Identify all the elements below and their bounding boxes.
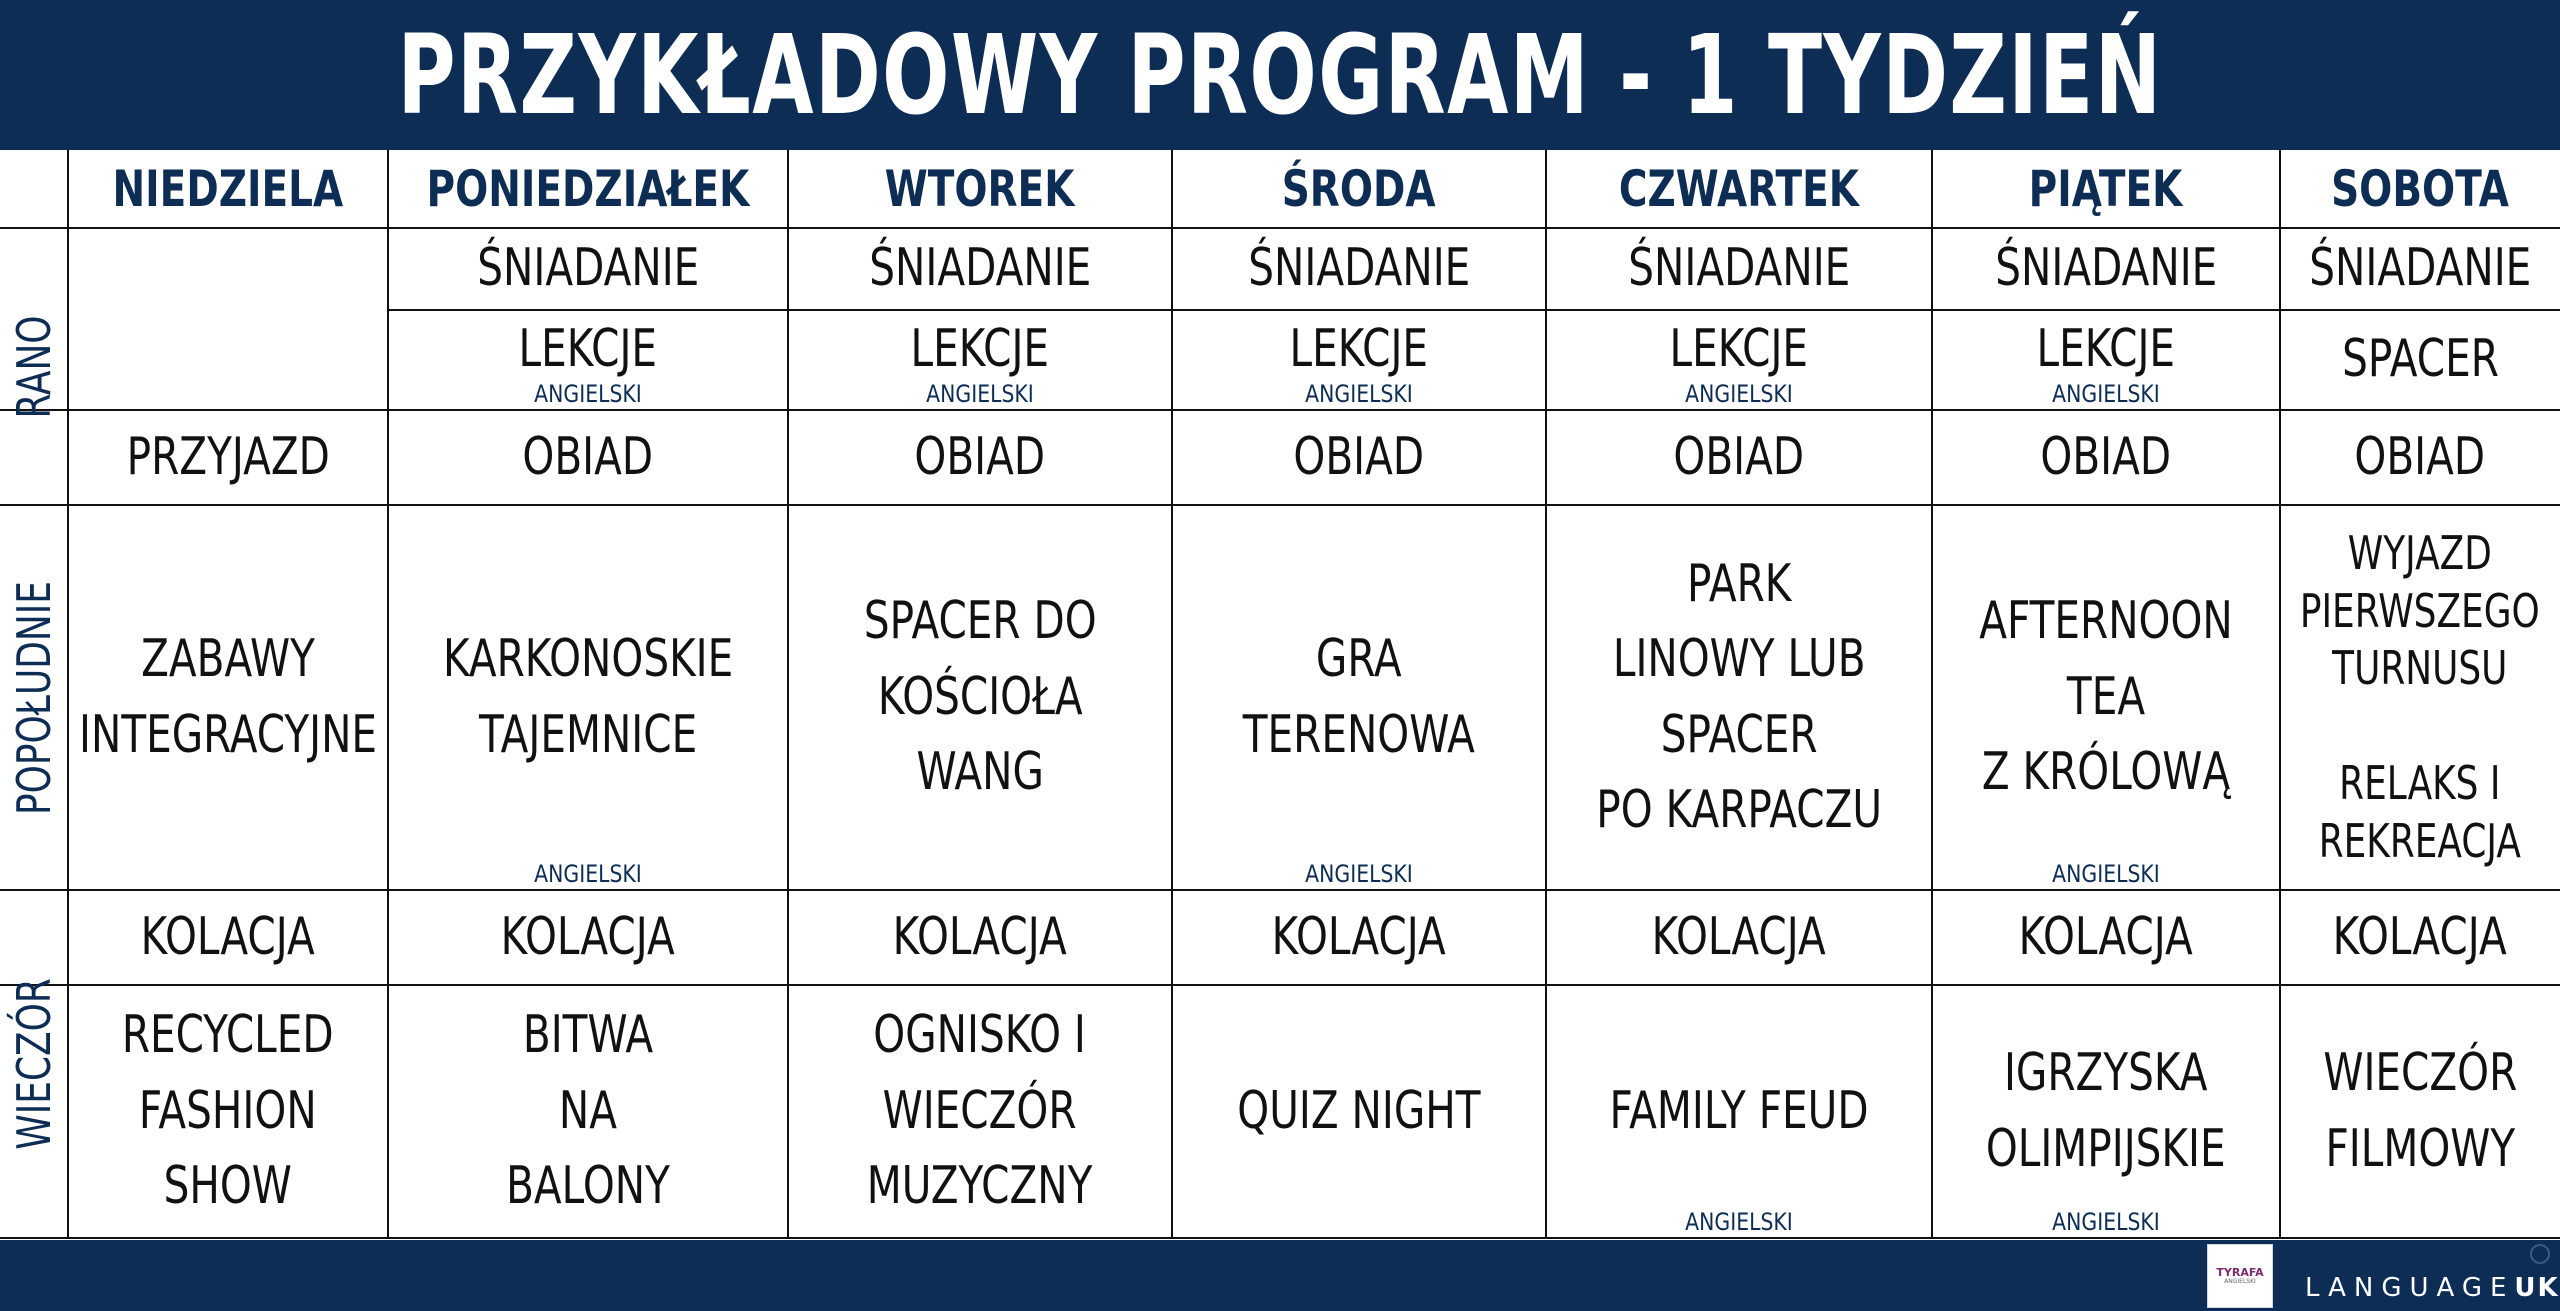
afternoon-cell <box>788 505 1172 890</box>
breakfast-text: ŚNIADANIE <box>1994 238 2217 299</box>
lunch-cell <box>388 410 788 505</box>
day-header-1 <box>68 150 388 228</box>
language-uk-logo-uk: UK <box>2514 1273 2560 1303</box>
day-header-label: WTOREK <box>885 160 1075 218</box>
afternoon-text: ZABAWY INTEGRACYJNE <box>78 629 378 765</box>
lunch-cell <box>2280 410 2560 505</box>
day-header-7 <box>2280 150 2560 228</box>
breakfast-cell <box>1546 228 1932 310</box>
lessons-cell <box>1172 310 1546 410</box>
lessons-text: LEKCJE <box>1669 319 1809 379</box>
dinner-cell <box>1546 890 1932 985</box>
breakfast-cell <box>2280 228 2560 310</box>
afternoon-cell <box>1172 505 1546 890</box>
dinner-text: KOLACJA <box>1271 906 1447 967</box>
lessons-text: LEKCJE <box>2036 319 2176 379</box>
lunch-text: OBIAD <box>1673 426 1805 487</box>
lessons-cell <box>1932 310 2280 410</box>
evening-cell <box>788 985 1172 1238</box>
dinner-cell <box>2280 890 2560 985</box>
period-label-2: POPOŁUDNIE <box>7 580 61 815</box>
evening-cell <box>68 985 388 1238</box>
afternoon-text: AFTERNOON TEA Z KRÓLOWĄ <box>1979 591 2233 803</box>
breakfast-text: ŚNIADANIE <box>1627 238 1850 299</box>
lunch-text: OBIAD <box>2354 426 2486 487</box>
english-tag: ANGIELSKI <box>1685 1208 1793 1236</box>
afternoon-cell <box>388 505 788 890</box>
evening-cell <box>1932 985 2280 1238</box>
dinner-cell <box>1932 890 2280 985</box>
day-header-label: NIEDZIELA <box>112 160 344 218</box>
afternoon-cell <box>68 505 388 890</box>
lunch-text: OBIAD <box>522 426 654 487</box>
lunch-cell <box>1932 410 2280 505</box>
english-tag: ANGIELSKI <box>534 380 642 408</box>
lunch-cell <box>1546 410 1932 505</box>
dinner-cell <box>1172 890 1546 985</box>
evening-text: BITWA NA BALONY <box>506 1005 670 1217</box>
breakfast-cell <box>788 228 1172 310</box>
lunch-text: PRZYJAZD <box>126 426 330 487</box>
dinner-cell <box>68 890 388 985</box>
afternoon-text: SPACER DO KOŚCIOŁA WANG <box>863 591 1097 803</box>
day-header-label: ŚRODA <box>1282 160 1436 218</box>
dinner-text: KOLACJA <box>2332 906 2508 967</box>
period-label-1: RANO <box>7 314 61 419</box>
lessons-text: SPACER <box>2341 329 2499 390</box>
breakfast-text: ŚNIADANIE <box>476 238 699 299</box>
afternoon-cell <box>1546 505 1932 890</box>
lessons-cell <box>388 310 788 410</box>
lessons-cell <box>1546 310 1932 410</box>
lunch-cell <box>788 410 1172 505</box>
afternoon-text: PARK LINOWY LUB SPACER PO KARPACZU <box>1596 553 1882 840</box>
dinner-text: KOLACJA <box>2018 906 2194 967</box>
period-label-3: WIECZÓR <box>7 978 61 1150</box>
afternoon-cell <box>1932 505 2280 890</box>
language-uk-logo-text: LANGUAGE <box>2305 1273 2515 1303</box>
afternoon-cell <box>2280 505 2560 890</box>
tyrafa-logo-subtext: ANGIELSKI <box>2224 1277 2256 1285</box>
lunch-text: OBIAD <box>914 426 1046 487</box>
day-header-3 <box>788 150 1172 228</box>
breakfast-text: ŚNIADANIE <box>2309 238 2532 299</box>
evening-text: OGNISKO I WIECZÓR MUZYCZNY <box>867 1005 1093 1217</box>
evening-text: IGRZYSKA OLIMPIJSKIE <box>1986 1043 2226 1179</box>
evening-cell <box>388 985 788 1238</box>
lessons-cell <box>2280 310 2560 410</box>
breakfast-text: ŚNIADANIE <box>868 238 1091 299</box>
lunch-text: OBIAD <box>1293 426 1425 487</box>
day-header-label: PONIEDZIAŁEK <box>426 160 750 218</box>
english-tag: ANGIELSKI <box>534 860 642 888</box>
lessons-cell <box>788 310 1172 410</box>
dinner-text: KOLACJA <box>500 906 676 967</box>
english-tag: ANGIELSKI <box>926 380 1034 408</box>
language-uk-logo <box>2305 1268 2560 1308</box>
day-header-2 <box>388 150 788 228</box>
lunch-cell <box>68 410 388 505</box>
afternoon-text: KARKONOSKIE TAJEMNICE <box>442 629 734 765</box>
breakfast-text: ŚNIADANIE <box>1247 238 1470 299</box>
evening-text: WIECZÓR FILMOWY <box>2323 1043 2517 1179</box>
lessons-text: LEKCJE <box>1289 319 1429 379</box>
english-tag: ANGIELSKI <box>2052 380 2160 408</box>
evening-text: FAMILY FEUD <box>1609 1080 1869 1141</box>
page-title: PRZYKŁADOWY PROGRAM - 1 TYDZIEŃ <box>397 11 2163 139</box>
english-tag: ANGIELSKI <box>1685 380 1793 408</box>
evening-cell <box>2280 985 2560 1238</box>
english-tag: ANGIELSKI <box>2052 1208 2160 1236</box>
tyrafa-logo-text: TYRAFA <box>2216 1265 2264 1279</box>
footer-bar <box>0 1240 2560 1311</box>
evening-cell <box>1546 985 1932 1238</box>
english-tag: ANGIELSKI <box>1305 380 1413 408</box>
breakfast-cell <box>388 228 788 310</box>
evening-cell <box>1172 985 1546 1238</box>
day-header-label: CZWARTEK <box>1618 160 1860 218</box>
day-header-6 <box>1932 150 2280 228</box>
dinner-cell <box>788 890 1172 985</box>
dinner-text: KOLACJA <box>1651 906 1827 967</box>
lessons-text: LEKCJE <box>518 319 658 379</box>
afternoon-text: GRA TERENOWA <box>1242 629 1476 765</box>
day-header-label: SOBOTA <box>2331 160 2509 218</box>
evening-text: RECYCLED FASHION SHOW <box>122 1005 334 1217</box>
breakfast-cell <box>1932 228 2280 310</box>
afternoon-text: WYJAZD PIERWSZEGO TURNUSU RELAKS I REKREACJA <box>2300 526 2540 868</box>
breakfast-cell <box>1172 228 1546 310</box>
corner-circle-icon <box>2530 1244 2550 1264</box>
lessons-text: LEKCJE <box>910 319 1050 379</box>
dinner-text: KOLACJA <box>892 906 1068 967</box>
english-tag: ANGIELSKI <box>2052 860 2160 888</box>
day-header-5 <box>1546 150 1932 228</box>
lunch-cell <box>1172 410 1546 505</box>
tyrafa-logo <box>2207 1244 2273 1308</box>
day-header-label: PIĄTEK <box>2029 160 2183 218</box>
dinner-cell <box>388 890 788 985</box>
english-tag: ANGIELSKI <box>1305 860 1413 888</box>
dinner-text: KOLACJA <box>140 906 316 967</box>
lunch-text: OBIAD <box>2040 426 2172 487</box>
day-header-4 <box>1172 150 1546 228</box>
evening-text: QUIZ NIGHT <box>1237 1080 1481 1141</box>
